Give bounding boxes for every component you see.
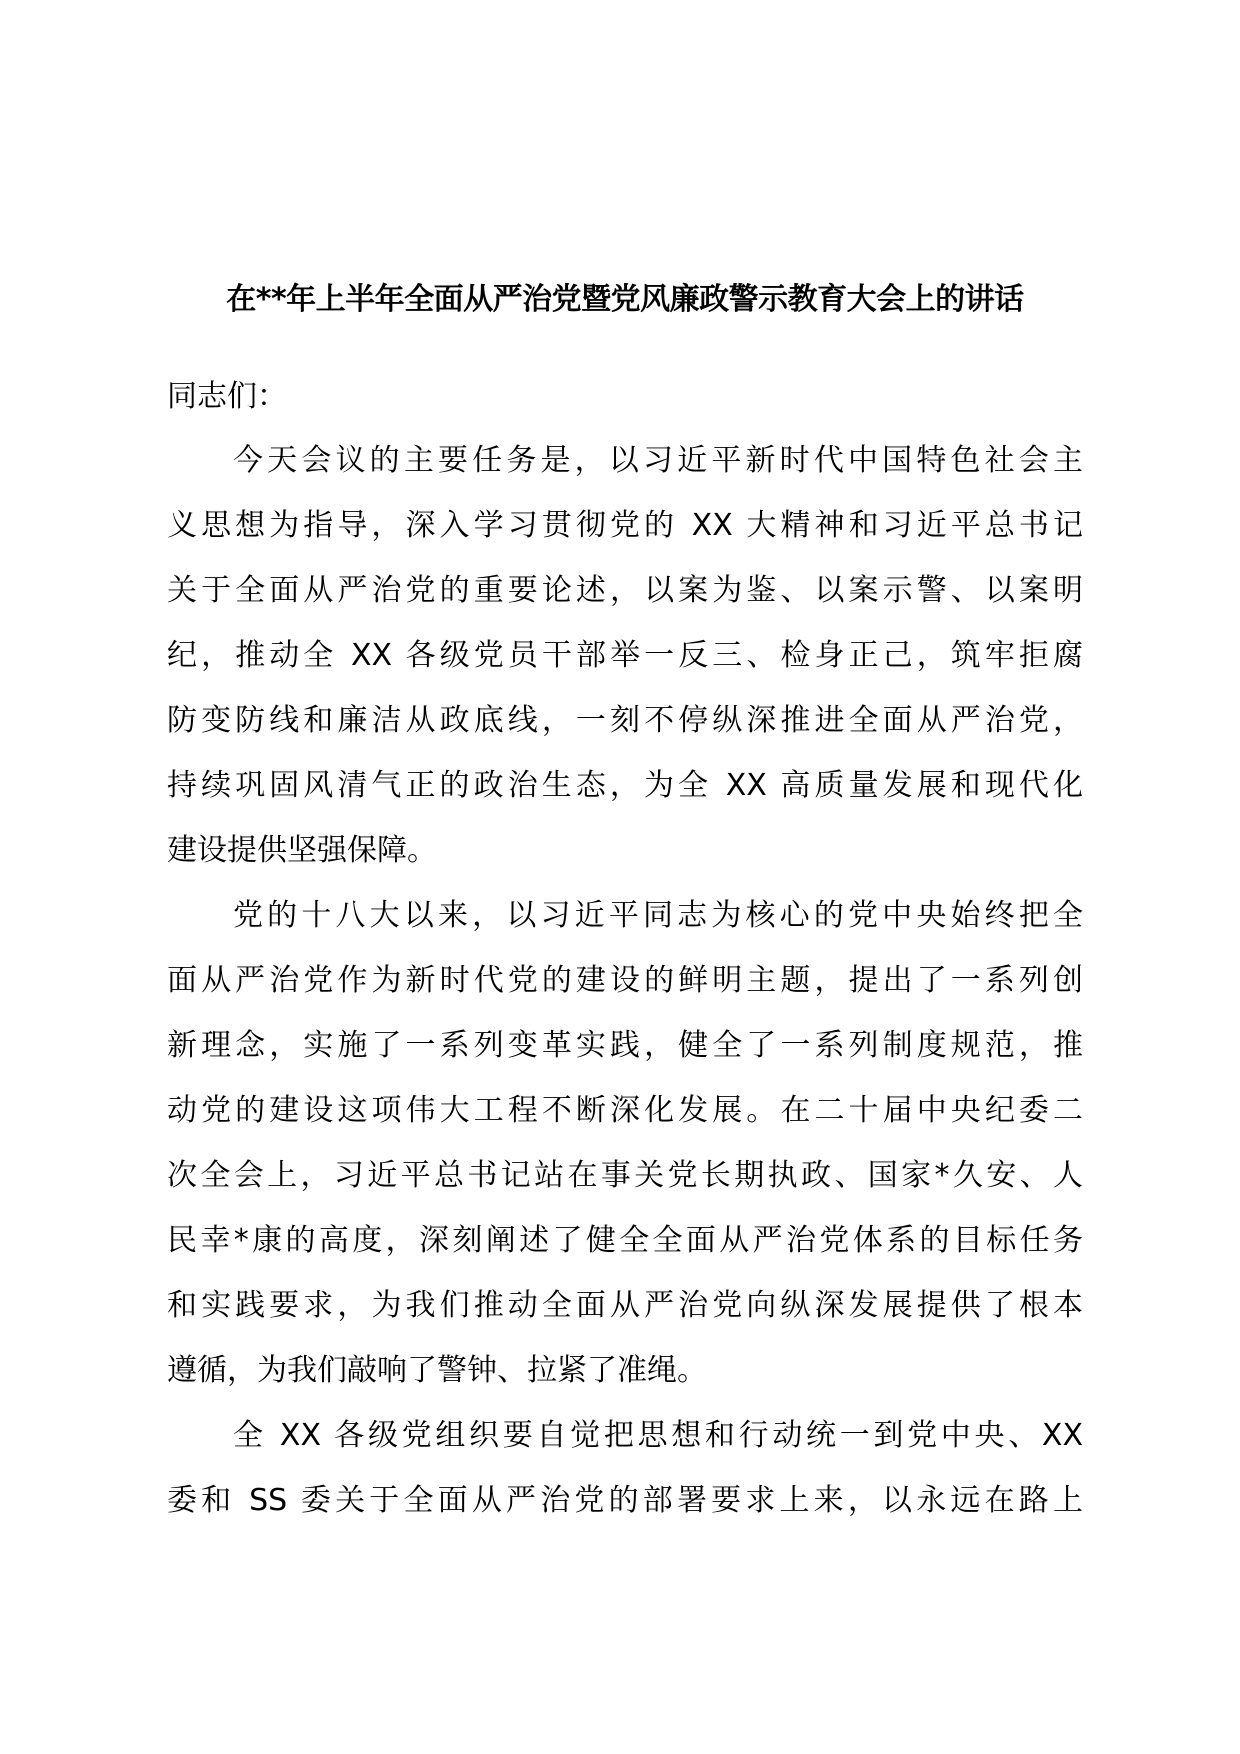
text-line: 新理念，实施了一系列变革实践，健全了一系列制度规范，推 bbox=[167, 1028, 1083, 1063]
text-line: 全 XX 各级党组织要自觉把思想和行动统一到党中央、XX bbox=[233, 1418, 1083, 1453]
paragraph-1 bbox=[167, 440, 1083, 895]
text-line: 义思想为指导，深入学习贯彻党的 XX 大精神和习近平总书记 bbox=[167, 508, 1083, 543]
text-line: 面从严治党作为新时代党的建设的鲜明主题，提出了一系列创 bbox=[167, 963, 1083, 998]
text-line: 党的十八大以来，以习近平同志为核心的党中央始终把全 bbox=[233, 898, 1083, 933]
text-line: 持续巩固风清气正的政治生态，为全 XX 高质量发展和现代化 bbox=[167, 768, 1083, 803]
text-line: 建设提供坚强保障。 bbox=[167, 833, 437, 868]
document-title: 在**年上半年全面从严治党暨党风廉政警示教育大会上的讲话 bbox=[226, 282, 1024, 317]
text-line: 关于全面从严治党的重要论述，以案为鉴、以案示警、以案明 bbox=[167, 573, 1083, 608]
text-line: 动党的建设这项伟大工程不断深化发展。在二十届中央纪委二 bbox=[167, 1093, 1083, 1128]
text-line: 今天会议的主要任务是，以习近平新时代中国特色社会主 bbox=[233, 443, 1083, 478]
text-line: 委和 SS 委关于全面从严治党的部署要求上来，以永远在路上 bbox=[167, 1483, 1083, 1518]
text-line: 民幸*康的高度，深刻阐述了健全全面从严治党体系的目标任务 bbox=[167, 1223, 1083, 1258]
paragraph-3 bbox=[167, 1415, 1083, 1545]
paragraph-2 bbox=[167, 895, 1083, 1415]
text-line: 次全会上，习近平总书记站在事关党长期执政、国家*久安、人 bbox=[167, 1158, 1083, 1193]
document-body bbox=[167, 440, 1083, 1545]
text-line: 遵循，为我们敲响了警钟、拉紧了准绳。 bbox=[167, 1353, 707, 1388]
text-line: 纪，推动全 XX 各级党员干部举一反三、检身正己，筑牢拒腐 bbox=[167, 638, 1083, 673]
text-line: 防变防线和廉洁从政底线，一刻不停纵深推进全面从严治党， bbox=[167, 703, 1083, 738]
salutation: 同志们： bbox=[167, 379, 287, 414]
text-line: 和实践要求，为我们推动全面从严治党向纵深发展提供了根本 bbox=[167, 1288, 1083, 1323]
